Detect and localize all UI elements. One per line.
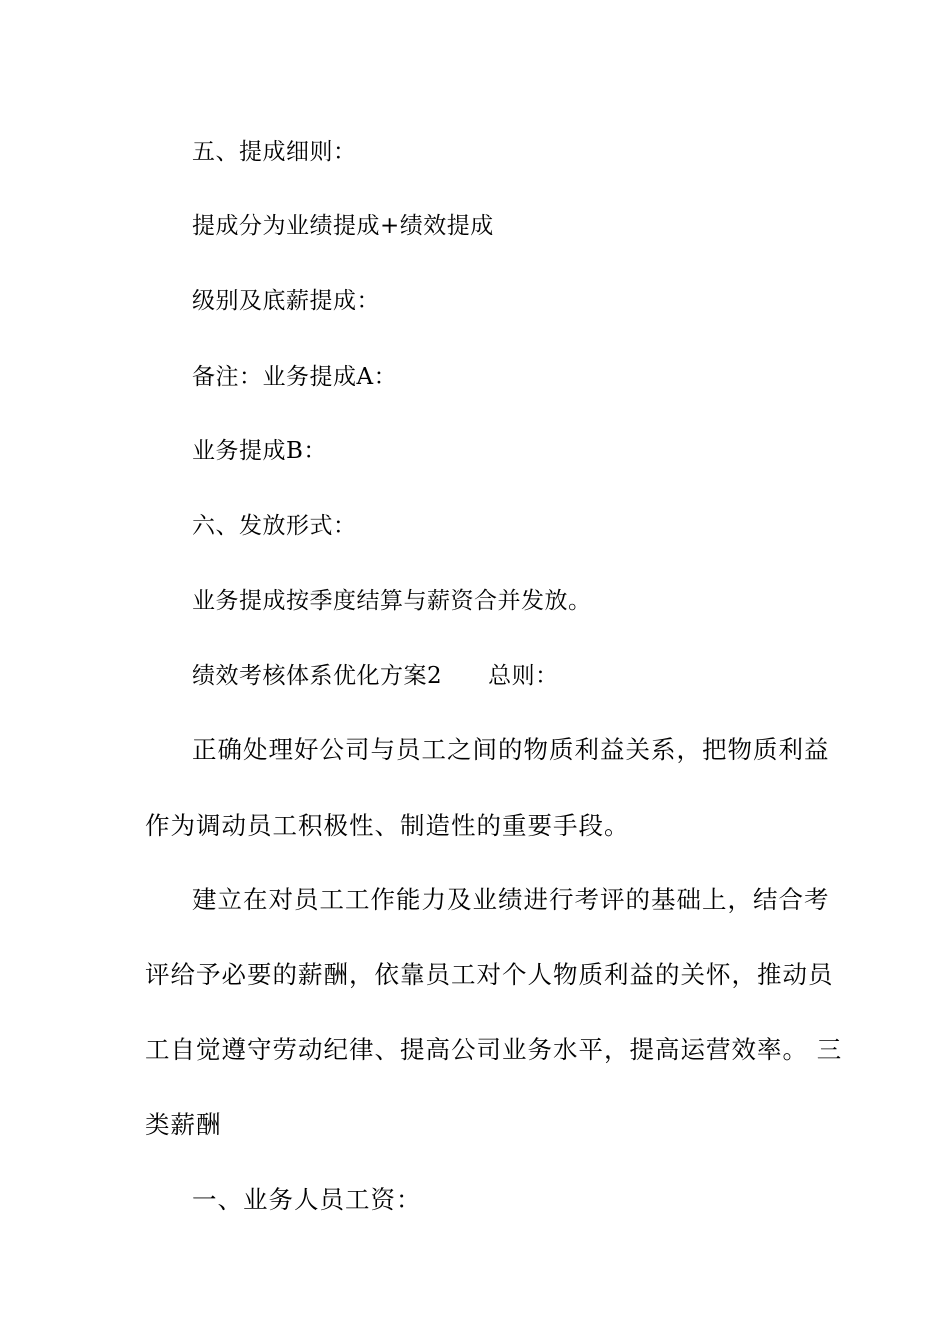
text-line: 业务提成按季度结算与薪资合并发放。 — [192, 588, 592, 614]
paragraph-line: 类薪酬 — [145, 1110, 222, 1139]
text-line: 业务提成B： — [192, 438, 327, 464]
text-line: 级别及底薪提成： — [192, 288, 380, 314]
title-line — [192, 661, 559, 691]
document-title: 绩效考核体系优化方案2 — [192, 663, 443, 689]
section-heading-five: 五、提成细则： — [192, 139, 357, 165]
text-line: 提成分为业绩提成+绩效提成 — [192, 213, 494, 239]
paragraph-line: 评给予必要的薪酬，依靠员工对个人物质利益的关怀，推动员 — [145, 960, 834, 989]
section-heading-one: 一、业务人员工资： — [192, 1185, 422, 1214]
paragraph-line: 建立在对员工工作能力及业绩进行考评的基础上，结合考 — [192, 885, 830, 914]
section-heading-six: 六、发放形式： — [192, 513, 357, 539]
text-line: 备注：业务提成A： — [192, 364, 398, 390]
paragraph-line: 工自觉遵守劳动纪律、提高公司业务水平，提高运营效率。 三 — [145, 1035, 843, 1064]
general-principles-heading: 总则： — [488, 663, 559, 689]
paragraph-line: 正确处理好公司与员工之间的物质利益关系，把物质利益 — [192, 735, 830, 764]
paragraph-line: 作为调动员工积极性、制造性的重要手段。 — [145, 811, 630, 840]
